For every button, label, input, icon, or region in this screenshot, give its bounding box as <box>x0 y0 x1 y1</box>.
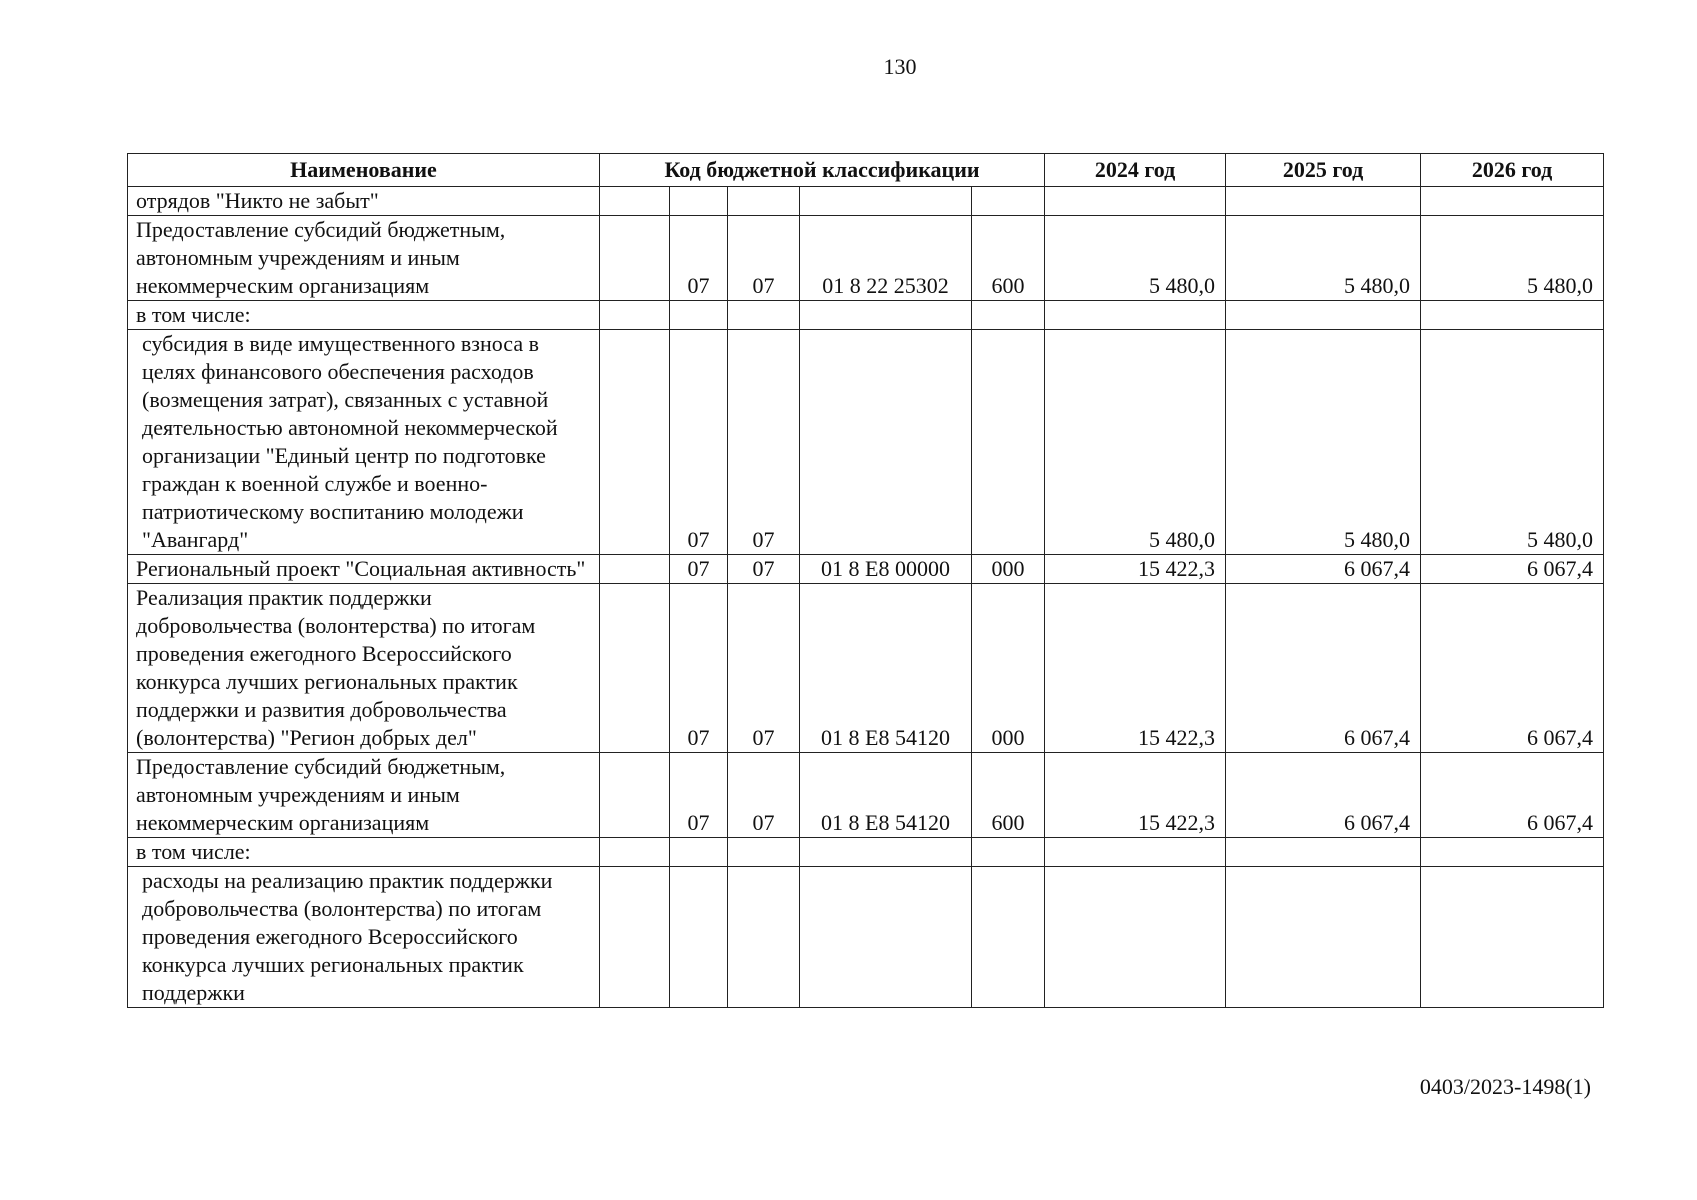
row-code-expense-type <box>972 301 1045 330</box>
header-budget-code: Код бюджетной классификации <box>600 154 1045 187</box>
row-code-section: 07 <box>670 330 728 555</box>
row-amount-2024 <box>1045 867 1226 1008</box>
row-name: расходы на реализацию практик поддержки добровольчества (волонтерства) по итогам проведения ежегодного Всероссийского конкурса лучших региональных практик поддержки <box>128 867 600 1008</box>
row-name: Предоставление субсидий бюджетным, автономным учреждениям и иным некоммерческим организациям <box>128 753 600 838</box>
table-row <box>128 838 1604 867</box>
row-amount-2026: 6 067,4 <box>1421 555 1604 584</box>
row-code-section: 07 <box>670 753 728 838</box>
budget-table <box>127 153 1604 1008</box>
row-code-expense-type <box>972 187 1045 216</box>
row-code-subsection: 07 <box>728 216 800 301</box>
row-amount-2025: 6 067,4 <box>1226 753 1421 838</box>
page-number: 130 <box>883 54 917 79</box>
row-code-subsection <box>728 187 800 216</box>
row-code-1 <box>600 838 670 867</box>
table-row <box>128 753 1604 838</box>
row-code-expense-type: 000 <box>972 555 1045 584</box>
table-row <box>128 330 1604 555</box>
row-name: Региональный проект "Социальная активность" <box>128 555 600 584</box>
row-amount-2026 <box>1421 867 1604 1008</box>
row-amount-2026: 6 067,4 <box>1421 584 1604 753</box>
row-code-subsection <box>728 867 800 1008</box>
row-code-subsection: 07 <box>728 753 800 838</box>
table-row <box>128 867 1604 1008</box>
row-code-expense-type <box>972 867 1045 1008</box>
row-code-1 <box>600 330 670 555</box>
row-code-subsection: 07 <box>728 584 800 753</box>
row-code-target <box>800 867 972 1008</box>
row-code-expense-type: 600 <box>972 753 1045 838</box>
row-amount-2024: 5 480,0 <box>1045 216 1226 301</box>
row-amount-2025 <box>1226 187 1421 216</box>
row-amount-2025: 5 480,0 <box>1226 330 1421 555</box>
row-name: в том числе: <box>128 838 600 867</box>
row-amount-2024: 5 480,0 <box>1045 330 1226 555</box>
row-code-target: 01 8 22 25302 <box>800 216 972 301</box>
row-code-1 <box>600 753 670 838</box>
row-amount-2024 <box>1045 301 1226 330</box>
row-code-1 <box>600 187 670 216</box>
row-name: субсидия в виде имущественного взноса в целях финансового обеспечения расходов (возмещения затрат), связанных с уставной деятельностью автономной некоммерческой организации "Единый центр по подготовке граждан к военной службе и военно-патриотическому воспитанию молодежи "Авангард" <box>128 330 600 555</box>
row-amount-2024: 15 422,3 <box>1045 555 1226 584</box>
document-registration-code: 0403/2023-1498(1) <box>1419 1074 1591 1099</box>
row-code-target <box>800 187 972 216</box>
row-name: Предоставление субсидий бюджетным, автономным учреждениям и иным некоммерческим организациям <box>128 216 600 301</box>
row-amount-2025: 5 480,0 <box>1226 216 1421 301</box>
row-code-1 <box>600 301 670 330</box>
row-amount-2024: 15 422,3 <box>1045 753 1226 838</box>
row-code-1 <box>600 555 670 584</box>
row-amount-2026 <box>1421 187 1604 216</box>
row-amount-2025 <box>1226 301 1421 330</box>
header-2025: 2025 год <box>1226 154 1421 187</box>
row-code-section <box>670 187 728 216</box>
row-code-subsection: 07 <box>728 330 800 555</box>
row-code-target: 01 8 E8 54120 <box>800 753 972 838</box>
row-amount-2026: 5 480,0 <box>1421 216 1604 301</box>
row-code-target <box>800 838 972 867</box>
row-amount-2025 <box>1226 838 1421 867</box>
row-code-target <box>800 330 972 555</box>
header-2026: 2026 год <box>1421 154 1604 187</box>
table-header-row <box>128 154 1604 187</box>
row-amount-2025: 6 067,4 <box>1226 555 1421 584</box>
row-code-section: 07 <box>670 555 728 584</box>
row-code-section <box>670 867 728 1008</box>
row-amount-2026: 6 067,4 <box>1421 753 1604 838</box>
row-code-1 <box>600 216 670 301</box>
row-code-subsection <box>728 301 800 330</box>
row-amount-2025: 6 067,4 <box>1226 584 1421 753</box>
row-code-expense-type <box>972 838 1045 867</box>
row-name: Реализация практик поддержки добровольчества (волонтерства) по итогам проведения ежегодного Всероссийского конкурса лучших региональных практик поддержки и развития добровольчества (волонтерства) "Регион добрых дел" <box>128 584 600 753</box>
row-amount-2026 <box>1421 301 1604 330</box>
row-code-section <box>670 838 728 867</box>
row-code-1 <box>600 584 670 753</box>
table-row <box>128 216 1604 301</box>
row-code-section: 07 <box>670 584 728 753</box>
row-code-target: 01 8 E8 00000 <box>800 555 972 584</box>
row-code-expense-type: 000 <box>972 584 1045 753</box>
row-amount-2024: 15 422,3 <box>1045 584 1226 753</box>
row-code-subsection: 07 <box>728 555 800 584</box>
table-row <box>128 187 1604 216</box>
table-row <box>128 301 1604 330</box>
row-code-target: 01 8 E8 54120 <box>800 584 972 753</box>
row-code-target <box>800 301 972 330</box>
row-code-section <box>670 301 728 330</box>
row-name: в том числе: <box>128 301 600 330</box>
row-code-subsection <box>728 838 800 867</box>
header-name: Наименование <box>128 154 600 187</box>
row-amount-2024 <box>1045 187 1226 216</box>
row-code-expense-type: 600 <box>972 216 1045 301</box>
row-amount-2025 <box>1226 867 1421 1008</box>
table-row <box>128 555 1604 584</box>
row-code-section: 07 <box>670 216 728 301</box>
table-row <box>128 584 1604 753</box>
row-amount-2026: 5 480,0 <box>1421 330 1604 555</box>
row-amount-2026 <box>1421 838 1604 867</box>
row-code-expense-type <box>972 330 1045 555</box>
row-name: отрядов "Никто не забыт" <box>128 187 600 216</box>
row-code-1 <box>600 867 670 1008</box>
row-amount-2024 <box>1045 838 1226 867</box>
header-2024: 2024 год <box>1045 154 1226 187</box>
